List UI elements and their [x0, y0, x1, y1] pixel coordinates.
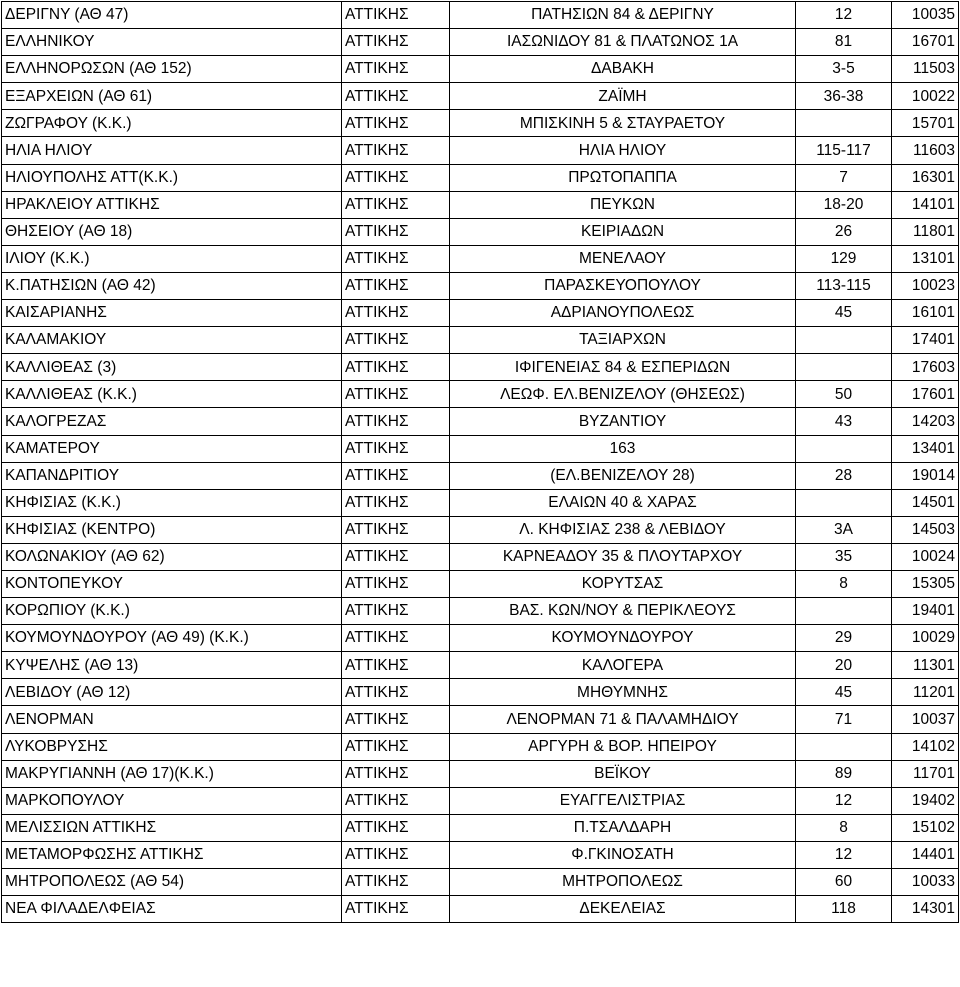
- postal-code-cell: 17603: [892, 354, 959, 381]
- street-number-cell: 45: [796, 679, 892, 706]
- table-row: [2, 841, 959, 868]
- region-cell: ΑΤΤΙΚΗΣ: [342, 489, 450, 516]
- region-cell: ΑΤΤΙΚΗΣ: [342, 354, 450, 381]
- postal-code-cell: 11503: [892, 56, 959, 83]
- street-cell: ΑΡΓΥΡΗ & ΒΟΡ. ΗΠΕΙΡΟΥ: [450, 733, 796, 760]
- street-number-cell: 12: [796, 841, 892, 868]
- table-row: [2, 110, 959, 137]
- table-row: [2, 760, 959, 787]
- postal-code-cell: 15701: [892, 110, 959, 137]
- region-cell: ΑΤΤΙΚΗΣ: [342, 29, 450, 56]
- region-cell: ΑΤΤΙΚΗΣ: [342, 625, 450, 652]
- street-number-cell: 43: [796, 408, 892, 435]
- region-cell: ΑΤΤΙΚΗΣ: [342, 408, 450, 435]
- postal-code-cell: 19402: [892, 787, 959, 814]
- street-cell: ΚΟΥΜΟΥΝΔΟΥΡΟΥ: [450, 625, 796, 652]
- postal-code-cell: 10035: [892, 2, 959, 29]
- region-cell: ΑΤΤΙΚΗΣ: [342, 272, 450, 299]
- street-number-cell: 71: [796, 706, 892, 733]
- branch-cell: ΚΑΛΛΙΘΕΑΣ (Κ.Κ.): [2, 381, 342, 408]
- postal-code-cell: 19014: [892, 462, 959, 489]
- street-cell: ΜΠΙΣΚΙΝΗ 5 & ΣΤΑΥΡΑΕΤΟΥ: [450, 110, 796, 137]
- street-cell: Λ. ΚΗΦΙΣΙΑΣ 238 & ΛΕΒΙΔΟΥ: [450, 516, 796, 543]
- region-cell: ΑΤΤΙΚΗΣ: [342, 435, 450, 462]
- table-row: [2, 408, 959, 435]
- postal-code-cell: 16101: [892, 300, 959, 327]
- street-number-cell: 12: [796, 787, 892, 814]
- branch-cell: ΛΕΒΙΔΟΥ (ΑΘ 12): [2, 679, 342, 706]
- table-row: [2, 272, 959, 299]
- table-row: [2, 787, 959, 814]
- table-row: [2, 83, 959, 110]
- postal-code-cell: 14501: [892, 489, 959, 516]
- postal-code-cell: 14101: [892, 191, 959, 218]
- postal-code-cell: 19401: [892, 598, 959, 625]
- street-cell: ΔΑΒΑΚΗ: [450, 56, 796, 83]
- branch-cell: ΚΑΛΑΜΑΚΙΟΥ: [2, 327, 342, 354]
- postal-code-cell: 14102: [892, 733, 959, 760]
- street-cell: ΒΥΖΑΝΤΙΟΥ: [450, 408, 796, 435]
- postal-code-cell: 16301: [892, 164, 959, 191]
- street-number-cell: [796, 354, 892, 381]
- street-number-cell: [796, 435, 892, 462]
- postal-code-cell: 11301: [892, 652, 959, 679]
- branch-cell: ΜΕΛΙΣΣΙΩΝ ΑΤΤΙΚΗΣ: [2, 814, 342, 841]
- street-number-cell: 50: [796, 381, 892, 408]
- street-cell: (ΕΛ.ΒΕΝΙΖΕΛΟΥ 28): [450, 462, 796, 489]
- street-cell: ΠΕΥΚΩΝ: [450, 191, 796, 218]
- region-cell: ΑΤΤΙΚΗΣ: [342, 679, 450, 706]
- street-number-cell: [796, 733, 892, 760]
- street-number-cell: 118: [796, 896, 892, 923]
- region-cell: ΑΤΤΙΚΗΣ: [342, 706, 450, 733]
- street-number-cell: 45: [796, 300, 892, 327]
- postal-code-cell: 10022: [892, 83, 959, 110]
- branch-cell: ΚΟΡΩΠΙΟΥ (Κ.Κ.): [2, 598, 342, 625]
- street-cell: ΖΑΪΜΗ: [450, 83, 796, 110]
- branch-cell: ΙΛΙΟΥ (Κ.Κ.): [2, 245, 342, 272]
- branch-cell: ΝΕΑ ΦΙΛΑΔΕΛΦΕΙΑΣ: [2, 896, 342, 923]
- street-number-cell: 12: [796, 2, 892, 29]
- branch-cell: ΛΕΝΟΡΜΑΝ: [2, 706, 342, 733]
- street-cell: ΠΑΤΗΣΙΩΝ 84 & ΔΕΡΙΓΝΥ: [450, 2, 796, 29]
- region-cell: ΑΤΤΙΚΗΣ: [342, 896, 450, 923]
- postal-code-cell: 11201: [892, 679, 959, 706]
- postal-code-cell: 10023: [892, 272, 959, 299]
- region-cell: ΑΤΤΙΚΗΣ: [342, 570, 450, 597]
- street-cell: ΗΛΙΑ ΗΛΙΟΥ: [450, 137, 796, 164]
- table-row: [2, 733, 959, 760]
- region-cell: ΑΤΤΙΚΗΣ: [342, 841, 450, 868]
- street-cell: 163: [450, 435, 796, 462]
- table-row: [2, 625, 959, 652]
- table-body: [2, 2, 959, 923]
- street-cell: ΒΑΣ. ΚΩΝ/ΝΟΥ & ΠΕΡΙΚΛΕΟΥΣ: [450, 598, 796, 625]
- street-number-cell: 28: [796, 462, 892, 489]
- postal-code-cell: 14401: [892, 841, 959, 868]
- street-number-cell: [796, 489, 892, 516]
- region-cell: ΑΤΤΙΚΗΣ: [342, 652, 450, 679]
- street-number-cell: 20: [796, 652, 892, 679]
- table-row: [2, 570, 959, 597]
- postal-code-cell: 11603: [892, 137, 959, 164]
- street-number-cell: 81: [796, 29, 892, 56]
- street-number-cell: 115-117: [796, 137, 892, 164]
- region-cell: ΑΤΤΙΚΗΣ: [342, 56, 450, 83]
- table-row: [2, 191, 959, 218]
- region-cell: ΑΤΤΙΚΗΣ: [342, 164, 450, 191]
- region-cell: ΑΤΤΙΚΗΣ: [342, 245, 450, 272]
- street-number-cell: 113-115: [796, 272, 892, 299]
- region-cell: ΑΤΤΙΚΗΣ: [342, 543, 450, 570]
- branch-cell: ΚΑΙΣΑΡΙΑΝΗΣ: [2, 300, 342, 327]
- table-row: [2, 56, 959, 83]
- table-row: [2, 29, 959, 56]
- street-cell: ΑΔΡΙΑΝΟΥΠΟΛΕΩΣ: [450, 300, 796, 327]
- region-cell: ΑΤΤΙΚΗΣ: [342, 462, 450, 489]
- region-cell: ΑΤΤΙΚΗΣ: [342, 137, 450, 164]
- table-row: [2, 218, 959, 245]
- street-cell: ΜΗΤΡΟΠΟΛΕΩΣ: [450, 869, 796, 896]
- postal-code-cell: 15102: [892, 814, 959, 841]
- postal-code-cell: 11701: [892, 760, 959, 787]
- street-number-cell: [796, 110, 892, 137]
- street-cell: ΤΑΞΙΑΡΧΩΝ: [450, 327, 796, 354]
- street-cell: ΕΥΑΓΓΕΛΙΣΤΡΙΑΣ: [450, 787, 796, 814]
- region-cell: ΑΤΤΙΚΗΣ: [342, 598, 450, 625]
- postal-code-cell: 10033: [892, 869, 959, 896]
- region-cell: ΑΤΤΙΚΗΣ: [342, 300, 450, 327]
- table-row: [2, 327, 959, 354]
- region-cell: ΑΤΤΙΚΗΣ: [342, 327, 450, 354]
- street-cell: ΚΟΡΥΤΣΑΣ: [450, 570, 796, 597]
- street-number-cell: 8: [796, 570, 892, 597]
- table-row: [2, 137, 959, 164]
- branch-cell: ΜΑΚΡΥΓΙΑΝΝΗ (ΑΘ 17)(Κ.Κ.): [2, 760, 342, 787]
- branch-cell: ΜΕΤΑΜΟΡΦΩΣΗΣ ΑΤΤΙΚΗΣ: [2, 841, 342, 868]
- street-number-cell: 18-20: [796, 191, 892, 218]
- street-number-cell: 129: [796, 245, 892, 272]
- table-row: [2, 543, 959, 570]
- postal-code-cell: 13401: [892, 435, 959, 462]
- postal-code-cell: 11801: [892, 218, 959, 245]
- region-cell: ΑΤΤΙΚΗΣ: [342, 869, 450, 896]
- street-cell: ΒΕΪΚΟΥ: [450, 760, 796, 787]
- table-row: [2, 706, 959, 733]
- branch-cell: ΕΛΛΗΝΙΚΟΥ: [2, 29, 342, 56]
- region-cell: ΑΤΤΙΚΗΣ: [342, 760, 450, 787]
- region-cell: ΑΤΤΙΚΗΣ: [342, 787, 450, 814]
- table-row: [2, 896, 959, 923]
- street-cell: Π.ΤΣΑΛΔΑΡΗ: [450, 814, 796, 841]
- postal-code-cell: 10024: [892, 543, 959, 570]
- street-number-cell: 3Α: [796, 516, 892, 543]
- street-number-cell: 60: [796, 869, 892, 896]
- street-cell: ΚΑΛΟΓΕΡΑ: [450, 652, 796, 679]
- postal-code-cell: 17601: [892, 381, 959, 408]
- region-cell: ΑΤΤΙΚΗΣ: [342, 733, 450, 760]
- table-row: [2, 652, 959, 679]
- branch-cell: ΘΗΣΕΙΟΥ (ΑΘ 18): [2, 218, 342, 245]
- street-cell: ΜΕΝΕΛΑΟΥ: [450, 245, 796, 272]
- street-cell: ΠΑΡΑΣΚΕΥΟΠΟΥΛΟΥ: [450, 272, 796, 299]
- street-number-cell: 35: [796, 543, 892, 570]
- region-cell: ΑΤΤΙΚΗΣ: [342, 83, 450, 110]
- postal-code-cell: 13101: [892, 245, 959, 272]
- region-cell: ΑΤΤΙΚΗΣ: [342, 814, 450, 841]
- branch-cell: ΜΗΤΡΟΠΟΛΕΩΣ (ΑΘ 54): [2, 869, 342, 896]
- street-cell: ΛΕΝΟΡΜΑΝ 71 & ΠΑΛΑΜΗΔΙΟΥ: [450, 706, 796, 733]
- branch-cell: ΚΑΛΟΓΡΕΖΑΣ: [2, 408, 342, 435]
- branch-cell: ΛΥΚΟΒΡΥΣΗΣ: [2, 733, 342, 760]
- street-cell: ΚΑΡΝΕΑΔΟΥ 35 & ΠΛΟΥΤΑΡΧΟΥ: [450, 543, 796, 570]
- region-cell: ΑΤΤΙΚΗΣ: [342, 2, 450, 29]
- table-row: [2, 354, 959, 381]
- street-number-cell: [796, 598, 892, 625]
- branch-cell: ΜΑΡΚΟΠΟΥΛΟΥ: [2, 787, 342, 814]
- branch-cell: ΕΞΑΡΧΕΙΩΝ (ΑΘ 61): [2, 83, 342, 110]
- table-row: [2, 164, 959, 191]
- street-cell: ΚΕΙΡΙΑΔΩΝ: [450, 218, 796, 245]
- street-cell: ΕΛΑΙΩΝ 40 & ΧΑΡΑΣ: [450, 489, 796, 516]
- table-row: [2, 435, 959, 462]
- branch-address-table: [1, 1, 959, 923]
- postal-code-cell: 14203: [892, 408, 959, 435]
- street-cell: ΙΦΙΓΕΝΕΙΑΣ 84 & ΕΣΠΕΡΙΔΩΝ: [450, 354, 796, 381]
- street-number-cell: 8: [796, 814, 892, 841]
- street-number-cell: 7: [796, 164, 892, 191]
- branch-cell: ΖΩΓΡΑΦΟΥ (Κ.Κ.): [2, 110, 342, 137]
- branch-cell: Κ.ΠΑΤΗΣΙΩΝ (ΑΘ 42): [2, 272, 342, 299]
- street-cell: ΛΕΩΦ. ΕΛ.ΒΕΝΙΖΕΛΟΥ (ΘΗΣΕΩΣ): [450, 381, 796, 408]
- branch-cell: ΚΟΛΩΝΑΚΙΟΥ (ΑΘ 62): [2, 543, 342, 570]
- table-row: [2, 462, 959, 489]
- table-row: [2, 2, 959, 29]
- region-cell: ΑΤΤΙΚΗΣ: [342, 516, 450, 543]
- table-row: [2, 598, 959, 625]
- street-number-cell: 36-38: [796, 83, 892, 110]
- postal-code-cell: 16701: [892, 29, 959, 56]
- street-cell: ΜΗΘΥΜΝΗΣ: [450, 679, 796, 706]
- table-row: [2, 381, 959, 408]
- table-row: [2, 679, 959, 706]
- street-cell: ΔΕΚΕΛΕΙΑΣ: [450, 896, 796, 923]
- table-row: [2, 300, 959, 327]
- branch-cell: ΚΗΦΙΣΙΑΣ (Κ.Κ.): [2, 489, 342, 516]
- street-number-cell: [796, 327, 892, 354]
- branch-cell: ΚΥΨΕΛΗΣ (ΑΘ 13): [2, 652, 342, 679]
- branch-cell: ΚΗΦΙΣΙΑΣ (ΚΕΝΤΡΟ): [2, 516, 342, 543]
- region-cell: ΑΤΤΙΚΗΣ: [342, 381, 450, 408]
- branch-cell: ΔΕΡΙΓΝΥ (ΑΘ 47): [2, 2, 342, 29]
- street-number-cell: 89: [796, 760, 892, 787]
- postal-code-cell: 14301: [892, 896, 959, 923]
- postal-code-cell: 14503: [892, 516, 959, 543]
- street-number-cell: 29: [796, 625, 892, 652]
- branch-cell: ΚΑΛΛΙΘΕΑΣ (3): [2, 354, 342, 381]
- region-cell: ΑΤΤΙΚΗΣ: [342, 218, 450, 245]
- table-row: [2, 489, 959, 516]
- branch-cell: ΗΛΙΑ ΗΛΙΟΥ: [2, 137, 342, 164]
- street-cell: ΠΡΩΤΟΠΑΠΠΑ: [450, 164, 796, 191]
- street-cell: ΙΑΣΩΝΙΔΟΥ 81 & ΠΛΑΤΩΝΟΣ 1Α: [450, 29, 796, 56]
- region-cell: ΑΤΤΙΚΗΣ: [342, 191, 450, 218]
- branch-cell: ΚΟΥΜΟΥΝΔΟΥΡΟΥ (ΑΘ 49) (Κ.Κ.): [2, 625, 342, 652]
- branch-cell: ΗΡΑΚΛΕΙΟΥ ΑΤΤΙΚΗΣ: [2, 191, 342, 218]
- branch-cell: ΗΛΙΟΥΠΟΛΗΣ ΑΤΤ(Κ.Κ.): [2, 164, 342, 191]
- postal-code-cell: 17401: [892, 327, 959, 354]
- street-cell: Φ.ΓΚΙΝΟΣΑΤΗ: [450, 841, 796, 868]
- table-row: [2, 245, 959, 272]
- region-cell: ΑΤΤΙΚΗΣ: [342, 110, 450, 137]
- table-row: [2, 814, 959, 841]
- branch-cell: ΕΛΛΗΝΟΡΩΣΩΝ (ΑΘ 152): [2, 56, 342, 83]
- branch-cell: ΚΑΜΑΤΕΡΟΥ: [2, 435, 342, 462]
- postal-code-cell: 15305: [892, 570, 959, 597]
- table-row: [2, 869, 959, 896]
- postal-code-cell: 10029: [892, 625, 959, 652]
- street-number-cell: 3-5: [796, 56, 892, 83]
- branch-cell: ΚΟΝΤΟΠΕΥΚΟΥ: [2, 570, 342, 597]
- postal-code-cell: 10037: [892, 706, 959, 733]
- table-row: [2, 516, 959, 543]
- street-number-cell: 26: [796, 218, 892, 245]
- branch-cell: ΚΑΠΑΝΔΡΙΤΙΟΥ: [2, 462, 342, 489]
